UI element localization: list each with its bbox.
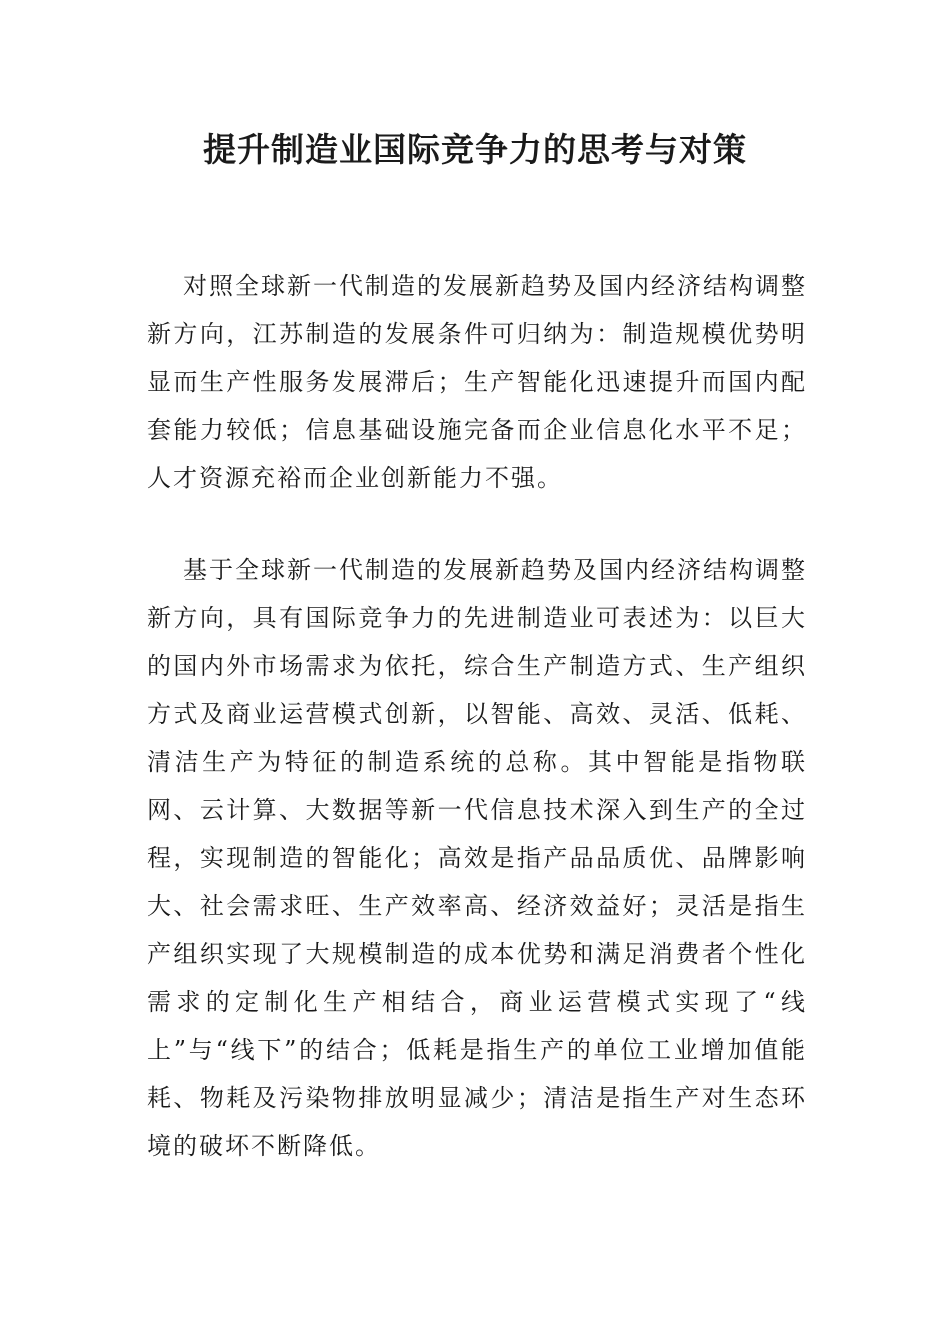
document-title: 提升制造业国际竞争力的思考与对策 — [203, 130, 747, 169]
paragraph-advanced-manufacturing-definition: 基于全球新一代制造的发展新趋势及国内经济结构调整新方向，具有国际竞争力的先进制造业可表述为：以巨大的国内外市场需求为依托，综合生产制造方式、生产组织方式及商业运营模式创新，以智能、高效、灵活、低耗、清洁生产为特征的制造系统的总称。其中智能是指物联网、云计算、大数据等新一代信息技术深入到生产的全过程，实现制造的智能化；高效是指产品品质优、品牌影响大、社会需求旺、生产效率高、经济效益好；灵活是指生产组织实现了大规模制造的成本优势和满足消费者个性化需求的定制化生产相结合，商业运营模式实现了“线上”与“线下”的结合；低耗是指生产的单位工业增加值能耗、物耗及污染物排放明显减少；清洁是指生产对生态环境的破坏不断降低。 — [147, 556, 807, 1160]
paragraph-development-conditions: 对照全球新一代制造的发展新趋势及国内经济结构调整新方向，江苏制造的发展条件可归纳为：制造规模优势明显而生产性服务发展滞后；生产智能化迅速提升而国内配套能力较低；信息基础设施完备而企业信息化水平不足；人才资源充裕而企业创新能力不强。 — [147, 272, 807, 492]
